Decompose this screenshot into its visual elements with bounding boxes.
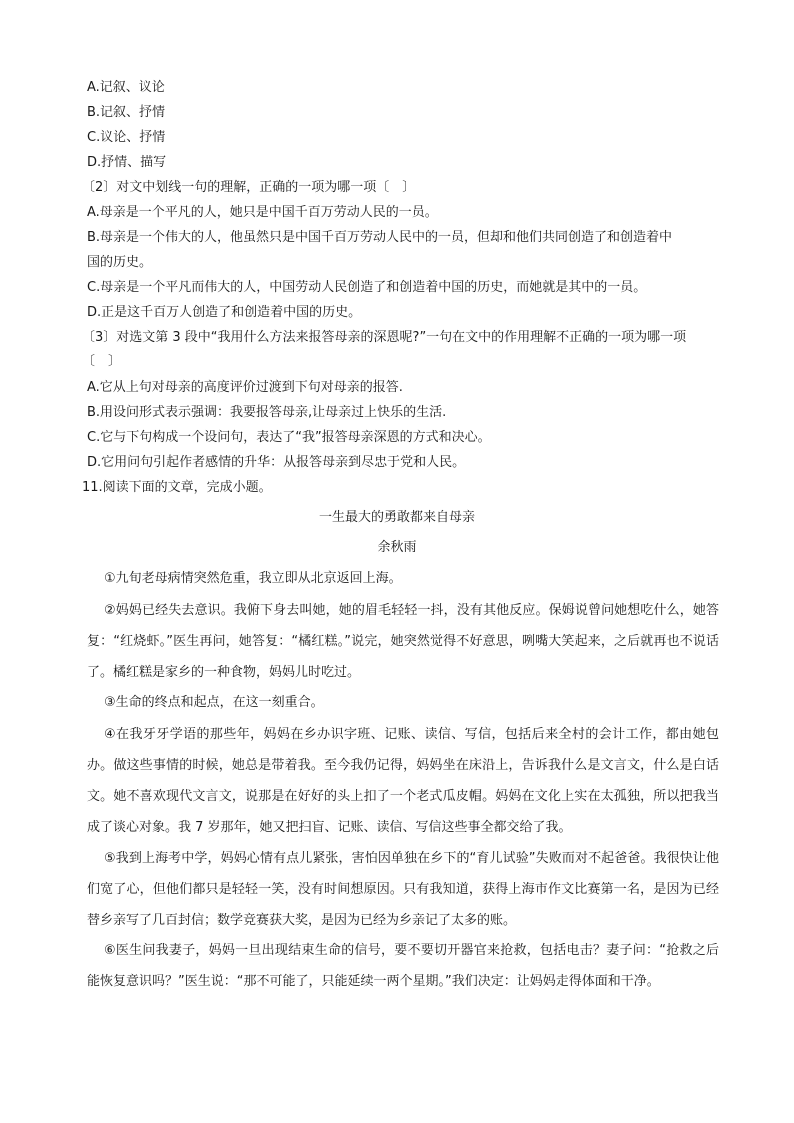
q3-option-a: A.它从上句对母亲的高度评价过渡到下句对母亲的报答. — [87, 380, 403, 395]
q1-option-a: A.记叙、议论 — [87, 80, 165, 95]
article-paragraph-3: ③生命的终点和起点，在这一刻重合。 — [104, 695, 324, 710]
q2-option-d: D.正是这千百万人创造了和创造着中国的历史。 — [87, 305, 362, 320]
q2-option-b: B.母亲是一个伟大的人，他虽然只是中国千百万劳动人民中的一员，但却和他们共同创造了和创造着中 — [87, 230, 673, 245]
q3-option-c: C.它与下句构成一个设问句，表达了“我”报答母亲深恩的方式和决心。 — [87, 430, 491, 445]
q3-stem-bracket: 〔 〕 — [82, 354, 122, 369]
article-paragraph-2: ②妈妈已经失去意识。我俯下身去叫她，她的眉毛轻轻一抖，没有其他反应。保姆说曾问她想吃什么，她答复：“红烧虾。”医生再问，她答复：“橘红糕。”说完，她突然觉得不好意思，咧嘴大笑起来，之后就再也不说话了。橘红糕是家乡的一种食物，妈妈儿时吃过。 — [87, 603, 719, 680]
q2-option-c: C.母亲是一个平凡而伟大的人，中国劳动人民创造了和创造着中国的历史，而她就是其中的一员。 — [87, 280, 647, 295]
article-paragraph-4: ④在我牙牙学语的那些年，妈妈在乡办识字班、记账、读信、写信，包括后来全村的会计工作，都由她包办。做这些事情的时候，她总是带着我。至今我仍记得，妈妈坐在床沿上，告诉我什么是文言文，什么是白话文。她不喜欢现代文言文，说那是在好好的头上扣了一个老式瓜皮帽。妈妈在文化上实在太孤独，所以把我当成了谈心对象。我 7 岁那年，她又把扫盲、记账、读信、写信这些事全都交给了我。 — [87, 727, 719, 835]
article-paragraph-1: ①九旬老母病情突然危重，我立即从北京返回上海。 — [104, 571, 402, 586]
q3-option-b: B.用设问形式表示强调：我要报答母亲,让母亲过上快乐的生活. — [87, 405, 447, 420]
q3-stem: 〔3〕对选文第 3 段中“我用什么方法来报答母亲的深恩呢?”一句在文中的作用理解不正确的一项为哪一项 — [82, 330, 687, 345]
q3-option-d: D.它用问句引起作者感情的升华：从报答母亲到尽忠于党和人民。 — [87, 455, 466, 470]
q1-option-c: C.议论、抒情 — [87, 130, 166, 145]
q1-option-d: D.抒情、描写 — [87, 155, 167, 170]
article-title: 一生最大的勇敢都来自母亲 — [318, 510, 475, 525]
q2-option-b-continued: 国的历史。 — [87, 255, 153, 270]
article-paragraph-5: ⑤我到上海考中学，妈妈心情有点儿紧张，害怕因单独在乡下的“育儿试验”失败而对不起爸爸。我很快让他们宽了心，但他们都只是轻轻一笑，没有时间想原因。只有我知道，获得上海市作文比赛第一名，是因为已经替乡亲写了几百封信；数学竞赛获大奖，是因为已经为乡亲记了太多的账。 — [87, 851, 719, 928]
q1-option-b: B.记叙、抒情 — [87, 105, 166, 120]
q2-option-a: A.母亲是一个平凡的人，她只是中国千百万劳动人民的一员。 — [87, 205, 438, 220]
q11-stem: 11.阅读下面的文章，完成小题。 — [82, 480, 272, 495]
article-paragraph-6: ⑥医生问我妻子，妈妈一旦出现结束生命的信号，要不要切开器官来抢救，包括电击？妻子问：“抢救之后能恢复意识吗？”医生说：“那不可能了，只能延续一两个星期。”我们决定：让妈妈走得体面和干净。 — [87, 943, 719, 989]
q2-stem: 〔2〕对文中划线一句的理解，正确的一项为哪一项〔 〕 — [82, 180, 416, 195]
article-author: 余秋雨 — [377, 540, 417, 555]
